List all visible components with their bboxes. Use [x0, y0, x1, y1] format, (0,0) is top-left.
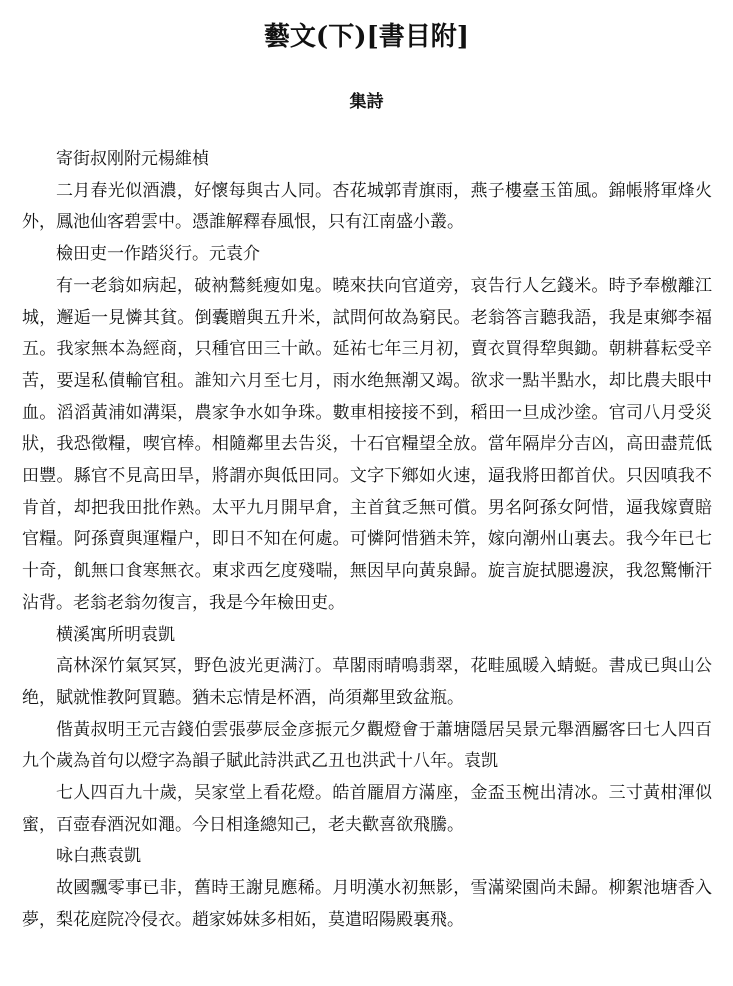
poem-text: 七人四百九十歲，吴家堂上看花燈。皓首龎眉方滿座，金盃玉椀出清冰。三寸黃柑渾似蜜，百壺春酒況如澠。今日相逢總知己，老夫歡喜欲飛騰。 — [22, 783, 712, 835]
poem-title: 横溪寓所明袁凱 — [56, 624, 175, 645]
page-title: 藝文(下)[書目附] — [263, 22, 470, 52]
poem-text: 偕黃叔明王元吉錢伯雲張夢辰金彦振元夕觀燈會于蕭塘隱居吴景元舉酒屬客曰七人四百九个歲為首句以燈字為韻子賦此詩洪武乙丑也洪武十八年。袁凯 — [22, 719, 712, 772]
poem-title: 咏白燕袁凱 — [56, 846, 141, 867]
poem-title: 檢田吏一作踏災行。元袁介 — [56, 244, 260, 265]
poem-title: 寄街叔刚附元楊維楨 — [56, 149, 209, 169]
poem-text: 故國飄零事已非，舊時王謝見應稀。月明漢水初無影，雪滿梁園尚未歸。柳絮池塘香入夢，梨花庭院冷侵衣。趙家姊妹多相妬，莫遣昭陽殿裏飛。 — [22, 878, 712, 930]
section-heading: 集詩 — [349, 92, 384, 112]
poem-text: 有一老翁如病起，破衲鶖毵瘦如鬼。曉來扶向官道旁，哀告行人乞錢米。時予奉檄離江城，邂逅一見憐其貧。倒囊贈與五升米，試問何故為窮民。老翁答言聽我語，我是東鄉李福五。我家無本為經商，只種官田三十畝。延祐七年三月初，賣衣買得犂與鋤。朝耕暮耘受辛苦，要逞私債輸官租。誰知六月至七月，雨水绝無潮又竭。欲求一點半點水，却比農夫眼中血。滔滔黃浦如溝渠，農家争水如争珠。數車相接接不到，稻田一旦成沙塗。官司八月受災狀，我恐徵糧，喫官棒。相隨鄰里去告災，十石官糧望全放。當年隔岸分吉凶，高田盡荒低田豐。縣官不見高田旱，將謂亦與低田同。文字下鄉如火速，逼我將田都首伏。只因嗔我不肯首，却把我田批作熟。太平九月開早倉，主首貧乏無可償。男名阿孫女阿惜，逼我嫁賣賠官糧。阿孫賣與運糧户，即日不知在何處。可憐阿惜猶未笄，嫁向潮州山裏去。我今年已七十奇，飢無口食寒無衣。東求西乞度殘喘，無因早向黃泉歸。旋言旋拭腮邊淚，我忽驚慚汗沾背。老翁老翁勿復言，我是今年檢田吏。 — [22, 275, 712, 613]
document-body — [22, 144, 712, 937]
poem-text: 高林深竹氣冥冥，野色波光更满汀。草閣雨晴鳴翡翠，花畦風暖入蜻蜓。書成已與山公绝，賦就惟教阿買聽。猶未忘情是杯酒，尚須鄰里致盆瓶。 — [22, 656, 712, 708]
poem-text: 二月春光似酒濃，好懷每與古人同。杏花城郭青旗雨，燕子樓臺玉笛風。錦帳將軍烽火外，鳳池仙客碧雲中。憑誰解釋春風恨，只有江南盛小叢。 — [22, 180, 712, 233]
